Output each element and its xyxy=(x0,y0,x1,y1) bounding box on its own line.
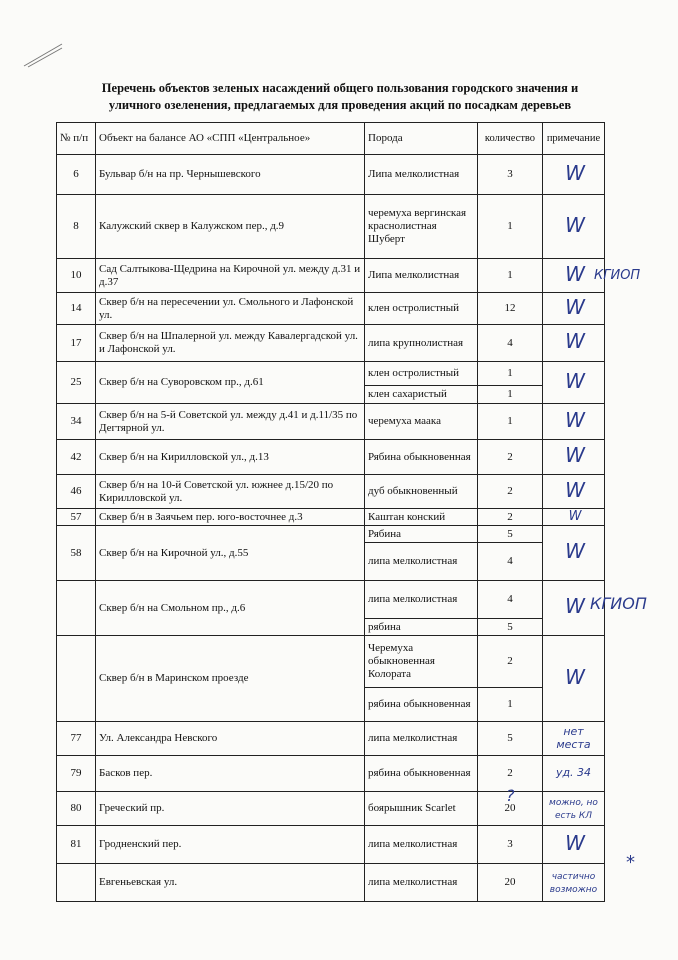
checkmark-handwritten: W xyxy=(565,294,582,319)
checkmark-handwritten: W xyxy=(565,664,582,689)
table-row xyxy=(57,259,605,293)
row-qty: 3 xyxy=(478,826,543,864)
row-object: Сквер б/н на Кирочной ул., д.55 xyxy=(96,526,365,581)
row-object: Сквер б/н на Смольном пр., д.6 xyxy=(96,581,365,636)
handwritten-note: частично возможно xyxy=(549,871,598,895)
table-row xyxy=(57,404,605,440)
row-object: Сквер б/н на 10-й Советской ул. южнее д.15/20 по Кирилловской ул. xyxy=(96,475,365,509)
row-object: Сквер б/н на пересечении ул. Смольного и Лафонской ул. xyxy=(96,293,365,325)
table-row xyxy=(57,826,605,864)
row-qty: 1 xyxy=(478,195,543,259)
row-species: липа крупнолистная xyxy=(365,325,478,362)
row-species: Липа мелколистная xyxy=(365,259,478,293)
row-num: 10 xyxy=(57,259,96,293)
handwritten-note: уд. 34 xyxy=(555,766,592,779)
row-num xyxy=(57,636,96,722)
row-object: Калужский сквер в Калужском пер., д.9 xyxy=(96,195,365,259)
table-row xyxy=(57,475,605,509)
row-object: Сквер б/н на Шпалерной ул. между Кавалергадской ул. и Лафонской ул. xyxy=(96,325,365,362)
question-mark-note: ? xyxy=(506,786,515,805)
row-num: 77 xyxy=(57,722,96,756)
table-row xyxy=(57,756,605,792)
row-species: липа мелколистная xyxy=(365,864,478,902)
row-qty: 2 xyxy=(478,509,543,526)
row-qty: 12 xyxy=(478,293,543,325)
table-row xyxy=(57,362,605,386)
row-qty: 5 xyxy=(478,722,543,756)
row-species: дуб обыкновенный xyxy=(365,475,478,509)
row-qty: 2 xyxy=(478,636,543,688)
row-species: Черемуха обыкновенная Колората xyxy=(365,636,478,688)
row-qty: 2 xyxy=(478,475,543,509)
row-qty: 2 xyxy=(478,756,543,792)
header-note: примечание xyxy=(543,123,605,155)
row-qty: 1 xyxy=(478,404,543,440)
corner-scribble xyxy=(22,40,64,70)
table-row xyxy=(57,792,605,826)
title-line-1: Перечень объектов зеленых насаждений общего пользования городского значения и xyxy=(101,81,579,95)
row-species: клен остролистный xyxy=(365,362,478,386)
checkmark-handwritten: W xyxy=(565,407,582,432)
row-species: рябина xyxy=(365,619,478,636)
row-object: Басков пер. xyxy=(96,756,365,792)
row-object: Сквер б/н на Суворовском пр., д.61 xyxy=(96,362,365,404)
row-object: Сад Салтыкова-Щедрина на Кирочной ул. между д.31 и д.37 xyxy=(96,259,365,293)
row-num xyxy=(57,864,96,902)
table-row xyxy=(57,325,605,362)
row-object: Греческий пр. xyxy=(96,792,365,826)
checkmark-handwritten: W xyxy=(565,261,582,286)
margin-note-kgiop: КГИОП xyxy=(590,594,647,613)
row-qty: 2 xyxy=(478,440,543,475)
checkmark-handwritten: W xyxy=(565,830,582,855)
row-num xyxy=(57,581,96,636)
row-num: 17 xyxy=(57,325,96,362)
row-object: Ул. Александра Невского xyxy=(96,722,365,756)
row-species: боярышник Scarlet xyxy=(365,792,478,826)
row-object: Бульвар б/н на пр. Чернышевского xyxy=(96,155,365,195)
row-qty: 1 xyxy=(478,362,543,386)
row-qty: 5 xyxy=(478,619,543,636)
table-row xyxy=(57,293,605,325)
margin-note-kgiop: КГИОП xyxy=(594,268,641,283)
row-num: 34 xyxy=(57,404,96,440)
table-row xyxy=(57,636,605,688)
table-row xyxy=(57,509,605,526)
table-row xyxy=(57,864,605,902)
row-species: клен остролистный xyxy=(365,293,478,325)
checkmark-handwritten: W xyxy=(565,443,582,467)
row-qty: 20 xyxy=(478,864,543,902)
table-row xyxy=(57,526,605,543)
row-species: липа мелколистная xyxy=(365,543,478,581)
title-line-2: уличного озеленения, предлагаемых для проведения акций по посадкам деревьев xyxy=(108,98,572,112)
checkmark-handwritten: W xyxy=(565,477,582,502)
row-object: Сквер б/н в Заячьем пер. юго-восточнее д.3 xyxy=(96,509,365,526)
row-num: 25 xyxy=(57,362,96,404)
asterisk-note: * xyxy=(626,852,635,873)
row-species: рябина обыкновенная xyxy=(365,756,478,792)
row-num: 46 xyxy=(57,475,96,509)
document-title xyxy=(60,80,620,114)
table-row xyxy=(57,155,605,195)
table-header-row xyxy=(57,123,605,155)
row-num: 79 xyxy=(57,756,96,792)
row-object: Сквер б/н на Кирилловской ул., д.13 xyxy=(96,440,365,475)
checkmark-handwritten: W xyxy=(565,212,582,237)
row-qty: 3 xyxy=(478,155,543,195)
row-num: 58 xyxy=(57,526,96,581)
row-species: Каштан конский xyxy=(365,509,478,526)
checkmark-handwritten: W xyxy=(565,160,582,185)
checkmark-handwritten: W xyxy=(565,329,582,353)
row-num: 8 xyxy=(57,195,96,259)
row-qty: 1 xyxy=(478,386,543,404)
row-num: 42 xyxy=(57,440,96,475)
row-num: 6 xyxy=(57,155,96,195)
row-species: клен сахаристый xyxy=(365,386,478,404)
table-row xyxy=(57,581,605,619)
row-species: Липа мелколистная xyxy=(365,155,478,195)
header-species: Порода xyxy=(365,123,478,155)
row-qty: 4 xyxy=(478,325,543,362)
row-num: 57 xyxy=(57,509,96,526)
row-species: рябина обыкновенная xyxy=(365,688,478,722)
row-object: Сквер б/н в Маринском проезде xyxy=(96,636,365,722)
handwritten-note: нет места xyxy=(556,724,591,751)
row-species: липа мелколистная xyxy=(365,826,478,864)
row-species: липа мелколистная xyxy=(365,581,478,619)
checkmark-handwritten: W xyxy=(565,368,582,393)
checkmark-handwritten: W xyxy=(568,509,579,524)
row-num: 81 xyxy=(57,826,96,864)
row-object: Евгеньевская ул. xyxy=(96,864,365,902)
table-row xyxy=(57,722,605,756)
row-object: Сквер б/н на 5-й Советской ул. между д.41 и д.11/35 по Дегтярной ул. xyxy=(96,404,365,440)
row-qty: 20 xyxy=(478,792,543,826)
table-row xyxy=(57,440,605,475)
header-qty: количество xyxy=(478,123,543,155)
row-qty: 4 xyxy=(478,543,543,581)
row-qty: 5 xyxy=(478,526,543,543)
header-object: Объект на балансе АО «СПП «Центральное» xyxy=(96,123,365,155)
planting-table xyxy=(56,122,605,902)
row-species: Рябина xyxy=(365,526,478,543)
row-species: липа мелколистная xyxy=(365,722,478,756)
row-qty: 4 xyxy=(478,581,543,619)
header-num: № п/п xyxy=(57,123,96,155)
handwritten-note: можно, но есть КЛ xyxy=(549,797,598,821)
table-row xyxy=(57,195,605,259)
row-num: 14 xyxy=(57,293,96,325)
row-object: Гродненский пер. xyxy=(96,826,365,864)
checkmark-handwritten: W xyxy=(565,539,582,563)
row-qty: 1 xyxy=(478,259,543,293)
row-species: черемуха вергинская краснолистная Шуберт xyxy=(365,195,478,259)
row-species: черемуха маака xyxy=(365,404,478,440)
row-qty: 1 xyxy=(478,688,543,722)
checkmark-handwritten: W xyxy=(565,594,582,618)
row-species: Рябина обыкновенная xyxy=(365,440,478,475)
row-num: 80 xyxy=(57,792,96,826)
